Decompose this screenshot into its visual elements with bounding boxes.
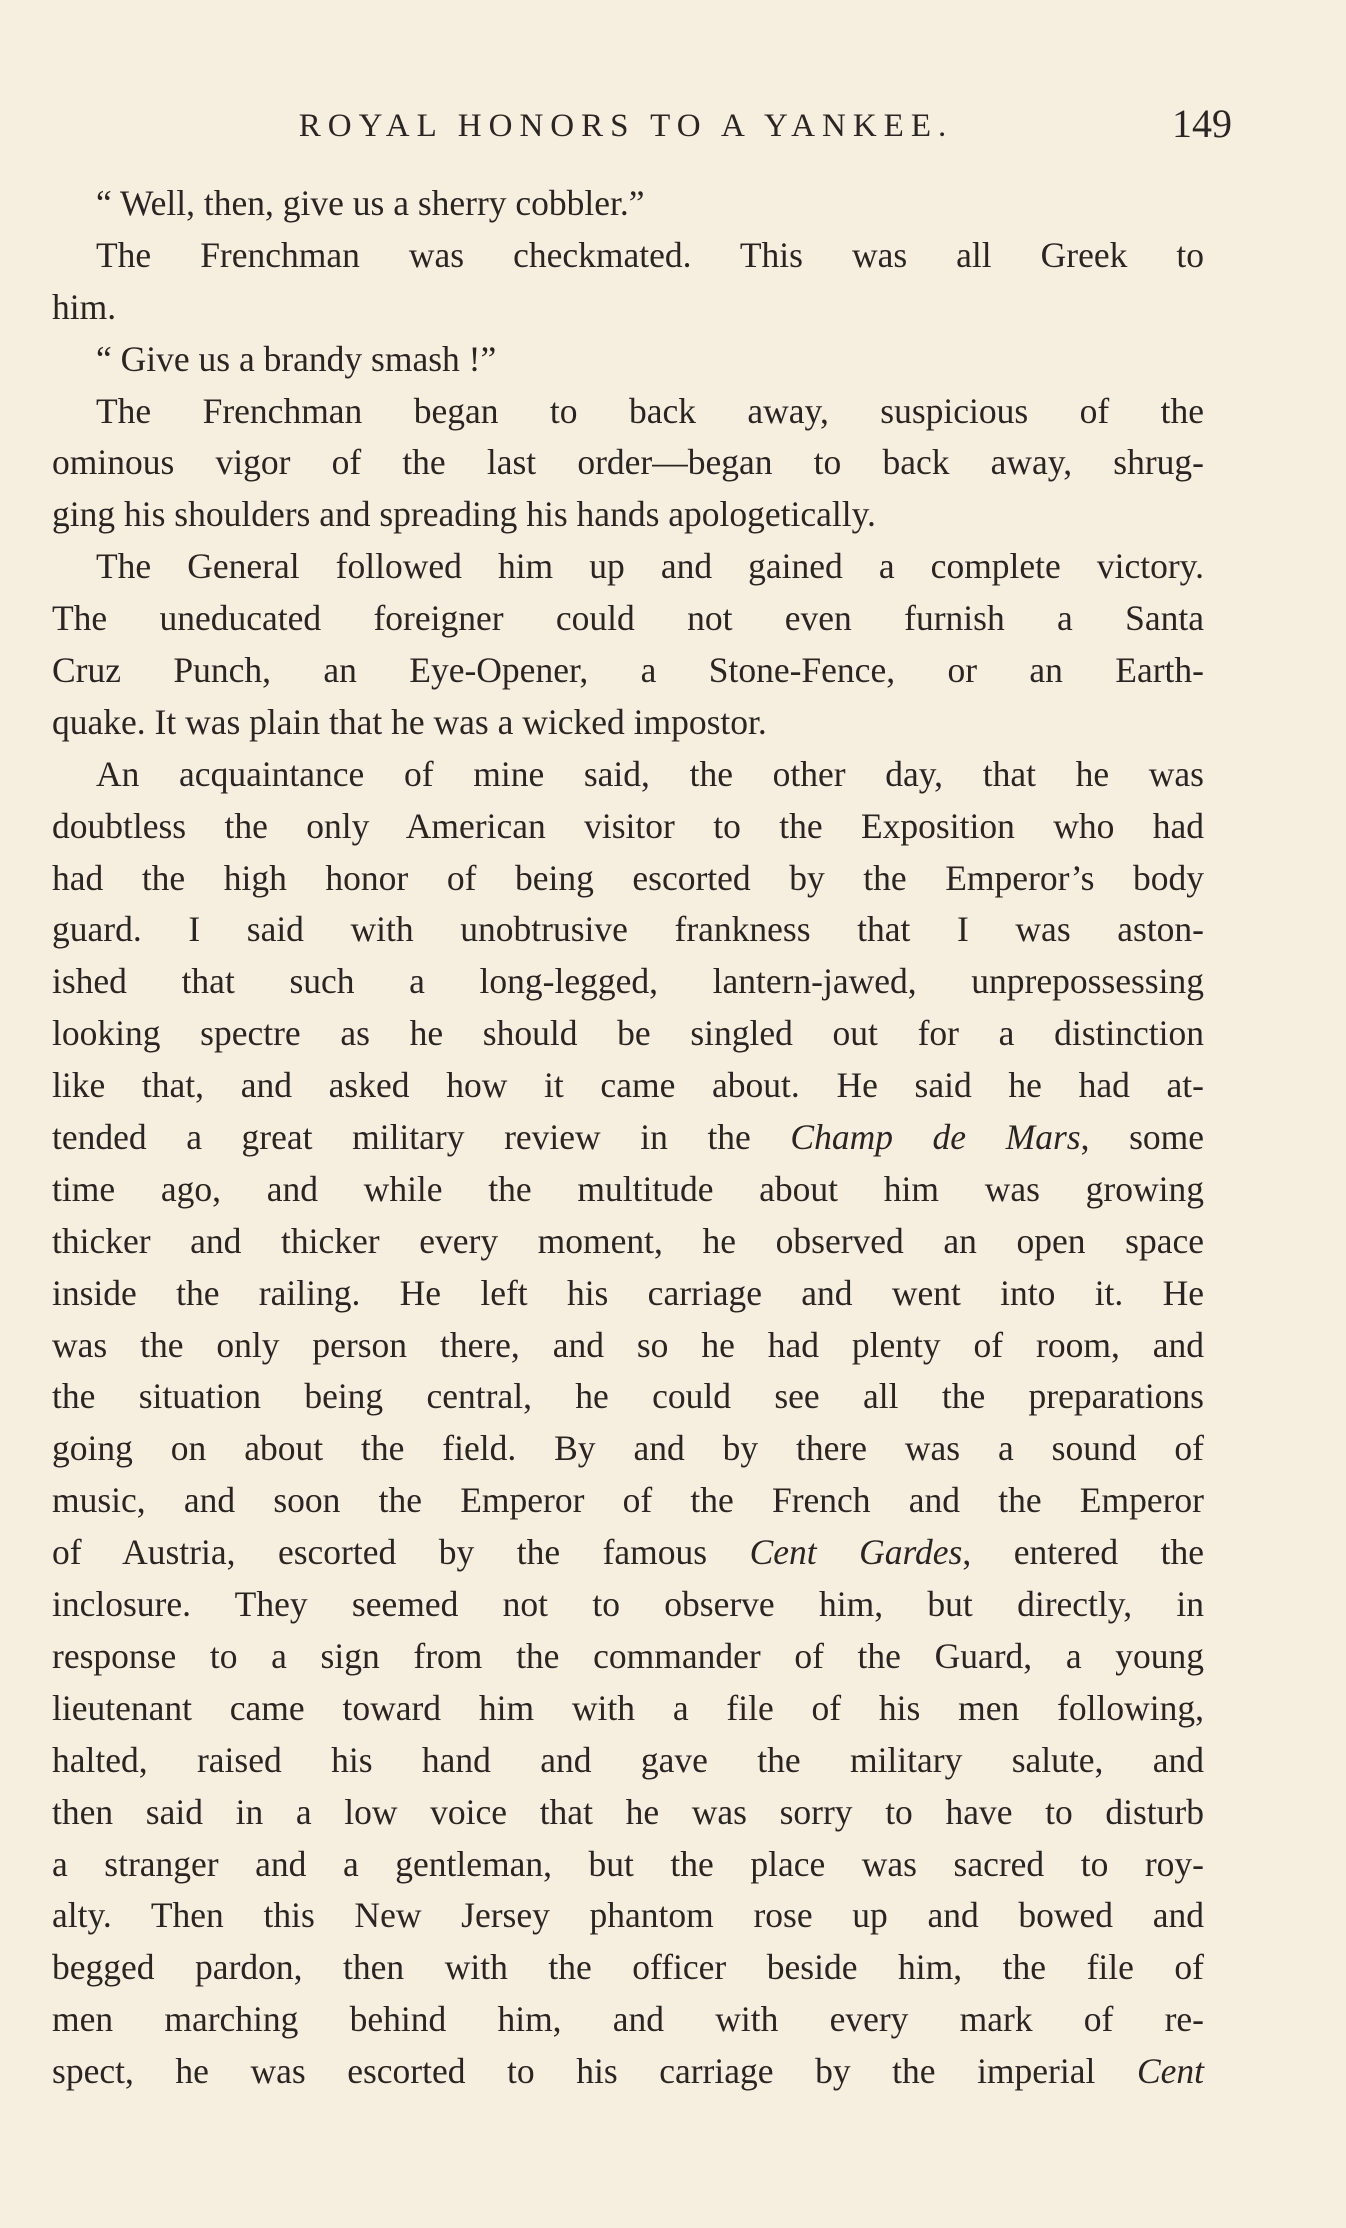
- text-line: [52, 437, 1204, 489]
- text-line: [52, 1942, 1204, 1994]
- line-text: , entered the: [962, 1532, 1205, 1573]
- text-line: [52, 1164, 1204, 1216]
- text-line: [52, 1735, 1204, 1787]
- line-text: looking spectre as he should be singled out for a distinction: [52, 1013, 1204, 1054]
- page-number: 149: [1172, 101, 1232, 146]
- text-line: [52, 1527, 1204, 1579]
- italic-phrase: Cent Gardes: [749, 1532, 963, 1573]
- line-text: men marching behind him, and with every mark of re-: [52, 1999, 1204, 2040]
- line-text: a stranger and a gentleman, but the place was sacred to roy-: [52, 1843, 1204, 1884]
- line-text: , some: [1080, 1117, 1205, 1158]
- text-line: [52, 1268, 1204, 1320]
- line-text: time ago, and while the multitude about him was growing: [52, 1168, 1204, 1209]
- text-line: [52, 230, 1204, 282]
- line-text: guard. I said with unobtrusive frankness that I was aston-: [52, 909, 1204, 950]
- running-head: ROYAL HONORS TO A YANKEE.: [298, 108, 954, 144]
- text-line: [52, 697, 1204, 749]
- line-text: going on about the field. By and by there was a sound of: [52, 1428, 1204, 1469]
- line-text: tended a great military review in the: [52, 1117, 791, 1158]
- line-text: lieutenant came toward him with a file of his men following,: [52, 1687, 1204, 1728]
- text-line: [52, 593, 1204, 645]
- text-line: [52, 1216, 1204, 1268]
- line-text: music, and soon the Emperor of the French and the Emperor: [52, 1480, 1204, 1521]
- text-line: [52, 1371, 1204, 1423]
- text-line: [52, 541, 1204, 593]
- text-line: [52, 801, 1204, 853]
- text-line: [52, 1683, 1204, 1735]
- line-text: then said in a low voice that he was sorry to have to disturb: [52, 1791, 1204, 1832]
- line-text: begged pardon, then with the officer beside him, the file of: [52, 1947, 1204, 1988]
- text-line: [52, 1320, 1204, 1372]
- line-text: quake. It was plain that he was a wicked impostor.: [52, 701, 767, 742]
- line-text: The uneducated foreigner could not even furnish a Santa: [52, 598, 1204, 639]
- line-text: “ Give us a brandy smash !”: [96, 338, 497, 379]
- text-line: [52, 1112, 1204, 1164]
- text-line: [52, 1579, 1204, 1631]
- line-text: The Frenchman began to back away, suspicious of the: [96, 390, 1204, 431]
- line-text: Cruz Punch, an Eye-Opener, a Stone-Fence, or an Earth-: [52, 650, 1204, 691]
- text-line: [52, 1423, 1204, 1475]
- text-line: [52, 1839, 1204, 1891]
- line-text: inside the railing. He left his carriage and went into it. He: [52, 1272, 1204, 1313]
- italic-phrase: Cent: [1136, 2051, 1204, 2092]
- text-line: [52, 1787, 1204, 1839]
- italic-phrase: Champ de Mars: [790, 1117, 1081, 1158]
- line-text: alty. Then this New Jersey phantom rose up and bowed and: [52, 1895, 1204, 1936]
- line-text: response to a sign from the commander of the Guard, a young: [52, 1635, 1204, 1676]
- text-line: [52, 853, 1204, 905]
- text-line: [52, 1060, 1204, 1112]
- text-line: [52, 956, 1204, 1008]
- line-text: An acquaintance of mine said, the other day, that he was: [96, 753, 1204, 794]
- line-text: ging his shoulders and spreading his hands apologetically.: [52, 494, 876, 535]
- text-line: [52, 1008, 1204, 1060]
- text-line: [52, 1631, 1204, 1683]
- line-text: halted, raised his hand and gave the military salute, and: [52, 1739, 1204, 1780]
- text-line: [52, 386, 1204, 438]
- line-text: The Frenchman was checkmated. This was all Greek to: [96, 234, 1204, 275]
- body-text: [52, 178, 1204, 2098]
- text-line: [52, 645, 1204, 697]
- line-text: ominous vigor of the last order—began to back away, shrug-: [52, 442, 1204, 483]
- text-line: [52, 749, 1204, 801]
- line-text: spect, he was escorted to his carriage by the imperial: [52, 2051, 1137, 2092]
- text-line: [52, 1890, 1204, 1942]
- text-line: [52, 904, 1204, 956]
- text-line: [52, 489, 1204, 541]
- line-text: “ Well, then, give us a sherry cobbler.”: [96, 183, 645, 223]
- text-line: [52, 178, 1204, 230]
- text-line: [52, 1994, 1204, 2046]
- line-text: doubtless the only American visitor to the Exposition who had: [52, 805, 1204, 846]
- line-text: thicker and thicker every moment, he observed an open space: [52, 1220, 1204, 1261]
- line-text: of Austria, escorted by the famous: [52, 1532, 750, 1573]
- line-text: was the only person there, and so he had plenty of room, and: [52, 1324, 1204, 1365]
- text-line: [52, 334, 1204, 386]
- text-line: [52, 1475, 1204, 1527]
- line-text: inclosure. They seemed not to observe him, but directly, in: [52, 1584, 1204, 1625]
- line-text: had the high honor of being escorted by the Emperor’s body: [52, 857, 1204, 898]
- line-text: him.: [52, 286, 117, 327]
- line-text: the situation being central, he could see all the preparations: [52, 1376, 1204, 1417]
- line-text: ished that such a long-legged, lantern-jawed, unprepossessing: [52, 961, 1204, 1002]
- line-text: The General followed him up and gained a complete victory.: [96, 546, 1204, 587]
- line-text: like that, and asked how it came about. He said he had at-: [52, 1065, 1204, 1106]
- text-line: [52, 282, 1204, 334]
- text-line: [52, 2046, 1204, 2098]
